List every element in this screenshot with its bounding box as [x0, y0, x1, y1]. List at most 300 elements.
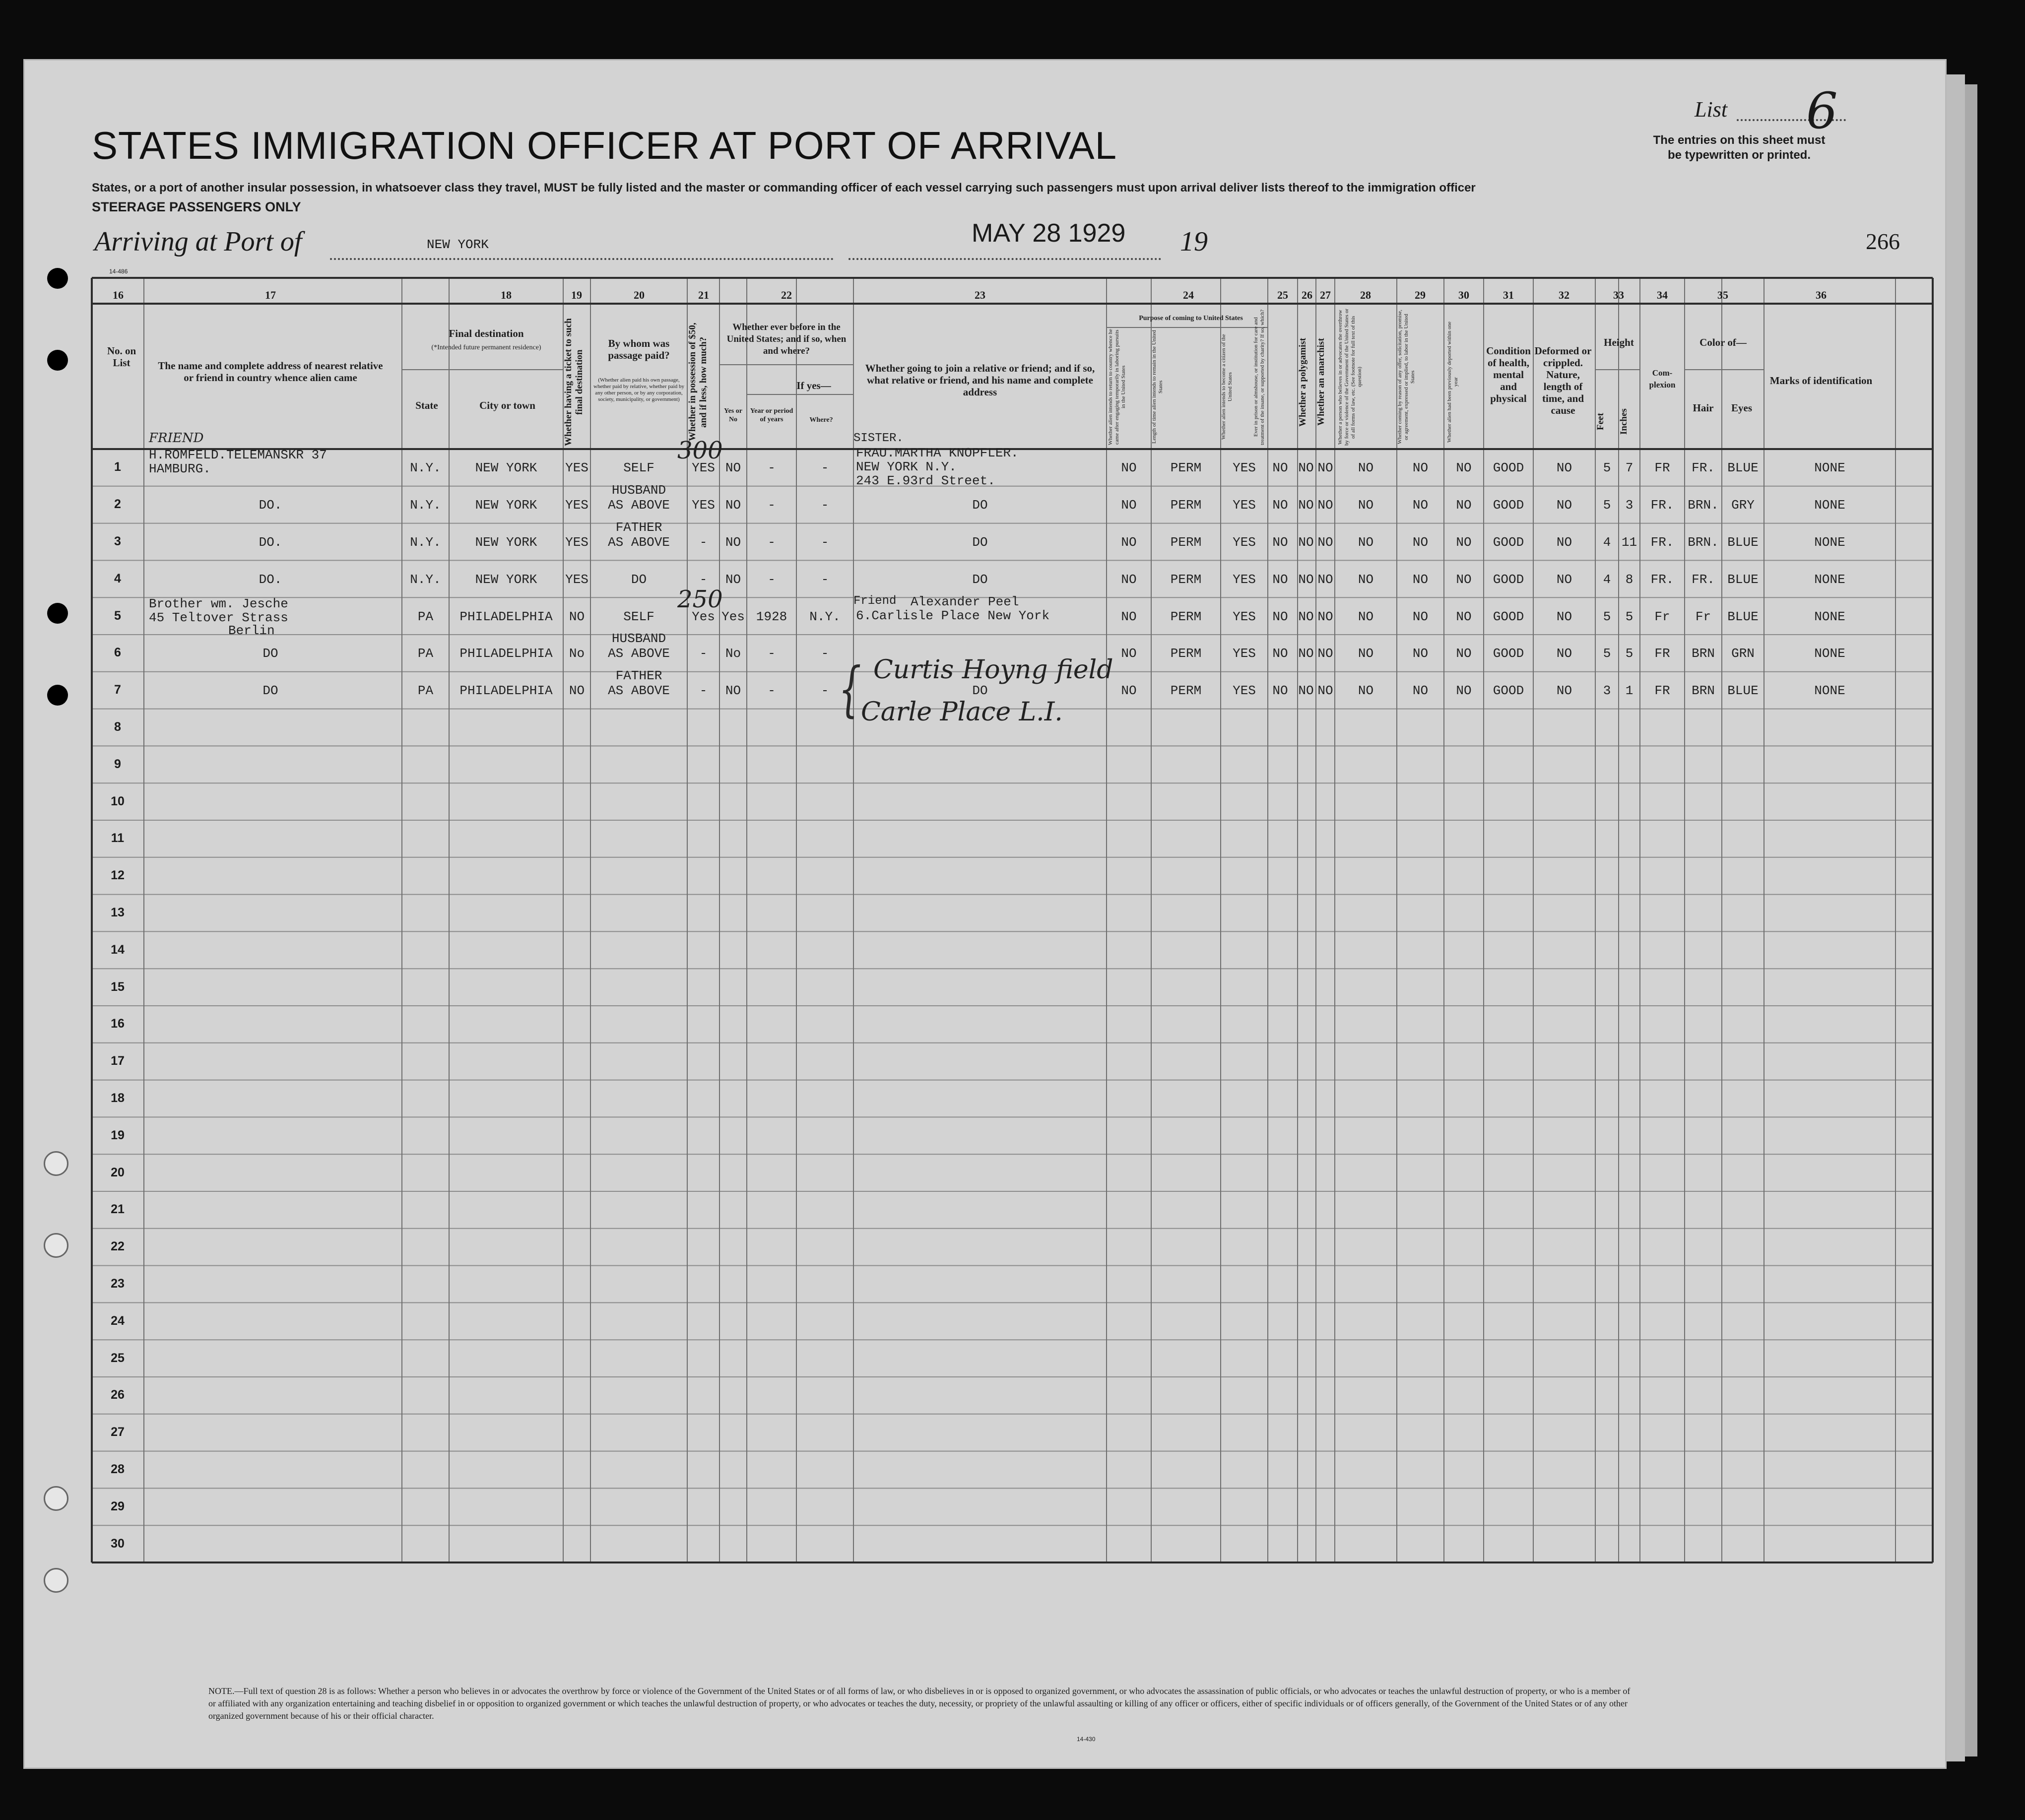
ticket: YES	[565, 460, 588, 476]
header-citizen: Whether alien intends to become a citizen of the United States	[1221, 334, 1233, 440]
anarchist: NO	[1317, 460, 1333, 476]
join-name: FRAU.MARTHA KNOPFLER.	[856, 446, 1019, 461]
money: -	[699, 646, 708, 661]
marks: NONE	[1814, 609, 1845, 624]
join-name: DO	[972, 572, 988, 587]
hair-color: BRN	[1692, 646, 1715, 661]
row-number: 27	[111, 1425, 125, 1439]
prison: NO	[1272, 572, 1288, 587]
overthrow: NO	[1358, 609, 1374, 624]
row-number: 5	[114, 608, 121, 623]
paid-by: FATHER	[615, 668, 662, 684]
prison: NO	[1272, 535, 1288, 550]
return: NO	[1121, 535, 1137, 550]
polygamist: NO	[1298, 683, 1314, 699]
before-in-us: NO	[725, 498, 741, 513]
header-relative-address: The name and complete address of nearest relative or friend in country whence alien came	[158, 360, 383, 384]
column-number: 22	[781, 289, 792, 301]
deformed: NO	[1556, 572, 1572, 587]
marks: NONE	[1814, 498, 1845, 513]
return: NO	[1121, 646, 1137, 661]
header-passage-paid: By whom was passage paid?	[608, 337, 670, 361]
overthrow: NO	[1358, 498, 1374, 513]
length-of-stay: PERM	[1170, 646, 1202, 661]
paid-by: SELF	[623, 609, 654, 624]
before-in-us: NO	[725, 535, 741, 550]
height-feet: 5	[1603, 460, 1611, 476]
money: YES	[692, 498, 715, 513]
eye-color: BLUE	[1727, 683, 1759, 699]
header-return: Whether alien intends to return to country whence he came after engaging temporarily in laboring pursuits in the United States	[1108, 329, 1126, 445]
eye-color: BLUE	[1727, 609, 1759, 624]
before-in-us: No	[725, 646, 741, 661]
list-number: 6	[1806, 82, 1838, 140]
paid-by: SELF	[623, 460, 654, 476]
join-name: Alexander Peel	[911, 594, 1019, 609]
column-number: 28	[1360, 289, 1371, 301]
height-inches: 3	[1625, 498, 1633, 513]
page-title: STATES IMMIGRATION OFFICER AT PORT OF ARRIVAL	[92, 124, 1117, 167]
polygamist: NO	[1298, 646, 1314, 661]
dest-city: NEW YORK	[475, 535, 537, 550]
column-number: 27	[1320, 289, 1331, 301]
ticket: YES	[565, 498, 588, 513]
header-fifty-dollars: Whether in possession of $50, and if less, how much?	[687, 323, 709, 442]
row-number: 6	[114, 646, 121, 660]
return: NO	[1121, 460, 1137, 476]
punch-hole	[44, 1151, 68, 1176]
hair-color: BRN	[1692, 683, 1715, 699]
row-number: 14	[111, 942, 125, 957]
complexion: FR.	[1650, 535, 1674, 550]
column-number: 31	[1503, 289, 1514, 301]
length-of-stay: PERM	[1170, 535, 1202, 550]
health: GOOD	[1493, 609, 1524, 624]
labor-offer: NO	[1412, 683, 1429, 699]
paid-by: FATHER	[615, 520, 662, 535]
row-number: 29	[111, 1499, 125, 1513]
column-number: 36	[1816, 289, 1827, 301]
complexion: Fr	[1654, 609, 1670, 624]
header-ticket: Whether having a ticket to such final destination	[563, 318, 585, 446]
deported: NO	[1456, 646, 1472, 661]
before-year: -	[768, 460, 776, 476]
punch-hole	[44, 1233, 68, 1258]
length-of-stay: PERM	[1170, 572, 1202, 587]
header-yes-no: Yes or No	[724, 407, 742, 423]
header-height: Height	[1604, 336, 1634, 348]
eye-color: BLUE	[1727, 572, 1759, 587]
overthrow: NO	[1358, 460, 1374, 476]
relative-name: DO.	[259, 498, 282, 513]
anarchist: NO	[1317, 683, 1333, 699]
header-eyes: Eyes	[1731, 402, 1752, 414]
money: -	[699, 572, 708, 587]
deformed: NO	[1556, 535, 1572, 550]
binding-hole	[47, 685, 68, 706]
header-deported: Whether alien had been previously deported within one year	[1446, 321, 1459, 443]
health: GOOD	[1493, 683, 1524, 699]
year-prefix: 19	[1180, 226, 1208, 257]
row-number: 16	[111, 1017, 125, 1031]
overthrow: NO	[1358, 683, 1374, 699]
length-of-stay: PERM	[1170, 683, 1202, 699]
header-city: City or town	[479, 399, 535, 411]
complexion: FR.	[1650, 498, 1674, 513]
row-number: 2	[114, 497, 121, 512]
footnote: NOTE.—Full text of question 28 is as follows: Whether a person who believes in or advocates the overthrow by force or violence of the Government of the United States or of all forms of law, or who disbelieves in or is opposed to organized government, or who advocates the assassination of public officials, or who advocates or teaches the unlawful destruction of property, or who is a member of or affiliated with any organization entertaining and teaching disbelief in or opposition to organized government or which teaches the unlawful destruction of property, or who advocates or teaches the duty, necessity, or propriety of the unlawful assaulting or killing of any officer or officers, either of specific individuals or of officers generally, of the Government of the United States or of any other organized government because of his or their official character.	[208, 1686, 1631, 1721]
deported: NO	[1456, 683, 1472, 699]
prison: NO	[1272, 646, 1288, 661]
money-handwritten: 300	[677, 437, 723, 465]
join-note: SISTER.	[853, 432, 904, 446]
before-where: N.Y.	[809, 609, 841, 624]
citizen: YES	[1233, 609, 1256, 624]
row-number: 20	[111, 1165, 125, 1179]
polygamist: NO	[1298, 498, 1314, 513]
eye-color: GRY	[1731, 498, 1755, 513]
before-where: -	[821, 683, 829, 699]
column-number: 29	[1415, 289, 1426, 301]
health: GOOD	[1493, 460, 1524, 476]
before-where: -	[821, 498, 829, 513]
length-of-stay: PERM	[1170, 498, 1202, 513]
ticket: NO	[569, 609, 585, 624]
money: -	[699, 535, 708, 550]
header-state: State	[415, 399, 438, 411]
before-year: -	[768, 498, 776, 513]
health: GOOD	[1493, 498, 1524, 513]
header-passage-paid-note: (Whether alien paid his own passage, whether paid by relative, whether paid by any other person, or by any corporation, society, municipality, or government)	[593, 377, 684, 402]
length-of-stay: PERM	[1170, 460, 1202, 476]
overthrow: NO	[1358, 535, 1374, 550]
deported: NO	[1456, 609, 1472, 624]
join-name: DO	[972, 535, 988, 550]
column-number: 20	[634, 289, 645, 301]
dest-city: PHILADELPHIA	[459, 609, 553, 624]
row-number: 10	[111, 794, 125, 808]
header-final-destination: Final destination	[449, 327, 524, 339]
before-year: -	[768, 646, 776, 661]
deported: NO	[1456, 535, 1472, 550]
before-year: -	[768, 683, 776, 699]
citizen: YES	[1233, 535, 1256, 550]
overthrow: NO	[1358, 646, 1374, 661]
relative-name: DO.	[259, 572, 282, 587]
paid-by: AS ABOVE	[608, 646, 670, 661]
before-year: -	[768, 572, 776, 587]
dest-city: PHILADELPHIA	[459, 646, 553, 661]
row-number: 3	[114, 534, 121, 548]
marks: NONE	[1814, 683, 1845, 699]
dest-city: PHILADELPHIA	[459, 683, 553, 699]
port-value: NEW YORK	[427, 237, 489, 252]
row-number: 1	[114, 460, 121, 474]
before-in-us: Yes	[721, 609, 745, 624]
before-where: -	[821, 572, 829, 587]
row-number: 21	[111, 1202, 125, 1217]
row-number: 28	[111, 1462, 125, 1476]
health: GOOD	[1493, 646, 1524, 661]
join-address: 243 E.93rd Street.	[856, 473, 995, 489]
before-in-us: NO	[725, 460, 741, 476]
eye-color: BLUE	[1727, 460, 1759, 476]
join-note: Friend	[853, 594, 897, 608]
binding-hole	[47, 603, 68, 624]
prison: NO	[1272, 460, 1288, 476]
money: YES	[692, 460, 715, 476]
relative-name: DO	[262, 683, 278, 699]
citizen: YES	[1233, 498, 1256, 513]
before-where: -	[821, 535, 829, 550]
join-name: DO	[972, 683, 988, 699]
height-inches: 8	[1625, 572, 1633, 587]
paid-by: AS ABOVE	[608, 683, 670, 699]
list-note: The entries on this sheet must be typewritten or printed.	[1653, 133, 1826, 162]
paid-by: AS ABOVE	[608, 535, 670, 550]
column-number: 34	[1657, 289, 1668, 301]
form-code: 14-486	[109, 268, 128, 275]
anarchist: NO	[1317, 535, 1333, 550]
column-number: 30	[1458, 289, 1469, 301]
join-name: DO	[972, 498, 988, 513]
height-inches: 7	[1625, 460, 1633, 476]
deported: NO	[1456, 460, 1472, 476]
row-number: 7	[114, 683, 121, 697]
height-feet: 5	[1603, 609, 1611, 624]
labor-offer: NO	[1412, 498, 1429, 513]
paid-by: AS ABOVE	[608, 498, 670, 513]
relative-name: H.ROMFELD.TELEMANSKR 37	[149, 448, 327, 463]
hair-color: BRN.	[1688, 535, 1719, 550]
anarchist: NO	[1317, 609, 1333, 624]
header-color-of: Color of—	[1699, 336, 1747, 348]
column-number: 16	[113, 289, 124, 301]
punch-hole	[44, 1486, 68, 1511]
dest-city: NEW YORK	[475, 460, 537, 476]
join-address: 6.Carlisle Place New York	[856, 608, 1050, 623]
anarchist: NO	[1317, 498, 1333, 513]
dest-state: N.Y.	[410, 535, 441, 550]
header-polygamist: Whether a polygamist	[1298, 337, 1308, 427]
column-number: 19	[571, 289, 582, 301]
ticket: YES	[565, 535, 588, 550]
before-where: -	[821, 460, 829, 476]
relative-note: FRIEND	[149, 431, 204, 446]
before-year: 1928	[756, 609, 787, 624]
row-number: 13	[111, 906, 125, 919]
anarchist: NO	[1317, 572, 1333, 587]
hair-color: FR.	[1692, 572, 1715, 587]
relative-address: HAMBURG.	[149, 461, 211, 477]
header-prison: Ever in prison or almshouse, or institution for care and treatment of the insane, or supported by charity? If so, which?	[1253, 309, 1265, 445]
return: NO	[1121, 498, 1137, 513]
column-number: 18	[501, 289, 512, 301]
dest-state: PA	[417, 646, 434, 661]
labor-offer: NO	[1412, 460, 1429, 476]
subtitle-line-1: States, or a port of another insular possession, in whatsoever class they travel, MUST be fully listed and the master or commanding officer of each vessel carrying such passengers must upon arrival deliver lists thereof to the immigration officer	[92, 181, 1476, 195]
row-number: 18	[111, 1091, 125, 1105]
eye-color: BLUE	[1727, 535, 1759, 550]
length-of-stay: PERM	[1170, 609, 1202, 624]
dest-state: N.Y.	[410, 572, 441, 587]
header-marks: Marks of identification	[1769, 375, 1873, 387]
marks: NONE	[1814, 460, 1845, 476]
row-number: 26	[111, 1388, 125, 1402]
header-list-no: No. on List	[107, 345, 136, 369]
height-feet: 4	[1603, 572, 1611, 587]
header-year: Year or period of years	[750, 407, 793, 423]
row-number: 12	[111, 868, 125, 883]
hair-color: BRN.	[1688, 498, 1719, 513]
dest-state: PA	[417, 609, 434, 624]
row-number: 25	[111, 1351, 125, 1365]
anarchist: NO	[1317, 646, 1333, 661]
handwritten-name: Curtis Hoyng field	[873, 655, 1113, 685]
before-where: -	[821, 646, 829, 661]
eye-color: GRN	[1731, 646, 1755, 661]
relative-name: DO	[262, 646, 278, 661]
money: -	[699, 683, 708, 699]
prison: NO	[1272, 498, 1288, 513]
header-feet: Feet	[1595, 413, 1606, 431]
row-number: 19	[111, 1128, 125, 1142]
column-number: 23	[975, 289, 985, 301]
handwritten-place: Carle Place L.I.	[861, 697, 1063, 727]
row-number: 8	[114, 720, 121, 734]
binding-hole	[47, 350, 68, 371]
relative-name: Brother wm. Jesche	[149, 596, 288, 611]
deformed: NO	[1556, 646, 1572, 661]
header-anarchist: Whether an anarchist	[1316, 338, 1326, 426]
dest-state: N.Y.	[410, 460, 441, 476]
arriving-label: Arriving at Port of	[94, 226, 302, 257]
money: Yes	[692, 609, 715, 624]
citizen: YES	[1233, 572, 1256, 587]
complexion: FR	[1654, 646, 1670, 661]
height-feet: 3	[1603, 683, 1611, 699]
labor-offer: NO	[1412, 572, 1429, 587]
header-join-relative: Whether going to join a relative or friend; and if so, what relative or friend, and his name and complete address	[865, 362, 1095, 398]
return: NO	[1121, 683, 1137, 699]
relative-city: Berlin	[228, 623, 275, 638]
row-number: 23	[111, 1277, 125, 1291]
height-feet: 5	[1603, 498, 1611, 513]
paid-by: DO	[631, 572, 647, 587]
row-number: 11	[111, 831, 125, 845]
dest-state: PA	[417, 683, 434, 699]
labor-offer: NO	[1412, 535, 1429, 550]
header-if-yes: If yes—	[796, 380, 831, 391]
prison: NO	[1272, 609, 1288, 624]
row-number: 4	[114, 571, 121, 585]
polygamist: NO	[1298, 572, 1314, 587]
before-in-us: NO	[725, 683, 741, 699]
marks: NONE	[1814, 646, 1845, 661]
deported: NO	[1456, 572, 1472, 587]
punch-hole	[44, 1568, 68, 1593]
labor-offer: NO	[1412, 646, 1429, 661]
header-labor-offer: Whether coming by reason of any offer, solicitation, promise, or agreement, expressed or implied, to labor in the United States	[1397, 310, 1416, 445]
ticket: No	[569, 646, 585, 661]
marks: NONE	[1814, 572, 1845, 587]
header-where: Where?	[809, 416, 833, 424]
dest-city: NEW YORK	[475, 498, 537, 513]
overthrow: NO	[1358, 572, 1374, 587]
height-inches: 5	[1625, 609, 1633, 624]
column-number: 24	[1183, 289, 1194, 301]
before-year: -	[768, 535, 776, 550]
dest-state: N.Y.	[410, 498, 441, 513]
dest-city: NEW YORK	[475, 572, 537, 587]
subtitle-line-2: STEERAGE PASSENGERS ONLY	[92, 199, 301, 214]
header-hair: Hair	[1693, 402, 1714, 414]
polygamist: NO	[1298, 460, 1314, 476]
height-inches: 5	[1625, 646, 1633, 661]
money-handwritten: 250	[677, 585, 723, 613]
header-before-in-us: Whether ever before in the United States; and if so, when and where?	[726, 322, 847, 356]
row-number: 17	[111, 1054, 125, 1068]
height-inches: 1	[1625, 683, 1633, 699]
header-complexion: Com-plexion	[1649, 368, 1676, 390]
header-deformed: Deformed or crippled. Nature, length of time, and cause	[1534, 345, 1592, 416]
page-number: 266	[1866, 229, 1900, 254]
column-number: 26	[1302, 289, 1312, 301]
deformed: NO	[1556, 460, 1572, 476]
column-number: 32	[1559, 289, 1569, 301]
join-address: NEW YORK N.Y.	[856, 459, 957, 475]
column-number: 33	[1613, 289, 1624, 301]
row-number: 22	[111, 1239, 125, 1254]
complexion: FR	[1654, 460, 1670, 476]
health: GOOD	[1493, 572, 1524, 587]
header-health: Condition of health, mental and physical	[1486, 345, 1531, 404]
deformed: NO	[1556, 609, 1572, 624]
row-number: 24	[111, 1313, 125, 1328]
hair-color: FR.	[1692, 460, 1715, 476]
header-overthrow: Whether a person who believes in or advocates the overthrow by force or violence of the Government of the United States or of all forms of law, etc. (See footnote for full text of this question)	[1337, 309, 1363, 446]
deformed: NO	[1556, 498, 1572, 513]
paid-by: HUSBAND	[611, 483, 666, 498]
ticket: NO	[569, 683, 585, 699]
column-number: 21	[698, 289, 709, 301]
header-inches: Inches	[1619, 408, 1629, 435]
relative-address: 45 Teltover Strass	[149, 610, 288, 625]
column-number: 25	[1277, 289, 1288, 301]
deported: NO	[1456, 498, 1472, 513]
header-length-of-stay: Length of time alien intends to remain in the United States	[1151, 330, 1164, 444]
citizen: YES	[1233, 646, 1256, 661]
row-number: 30	[111, 1536, 125, 1551]
labor-offer: NO	[1412, 609, 1429, 624]
citizen: YES	[1233, 683, 1256, 699]
height-feet: 5	[1603, 646, 1611, 661]
column-number: 35	[1717, 289, 1728, 301]
hair-color: Fr	[1695, 609, 1711, 624]
binding-hole	[47, 268, 68, 289]
prison: NO	[1272, 683, 1288, 699]
height-inches: 11	[1621, 535, 1637, 550]
complexion: FR.	[1650, 572, 1674, 587]
complexion: FR	[1654, 683, 1670, 699]
bracket-mark: {	[839, 655, 861, 724]
row-number: 15	[111, 979, 125, 994]
deformed: NO	[1556, 683, 1572, 699]
polygamist: NO	[1298, 535, 1314, 550]
relative-name: DO.	[259, 535, 282, 550]
footnote-code: 14-430	[1077, 1736, 1096, 1743]
health: GOOD	[1493, 535, 1524, 550]
